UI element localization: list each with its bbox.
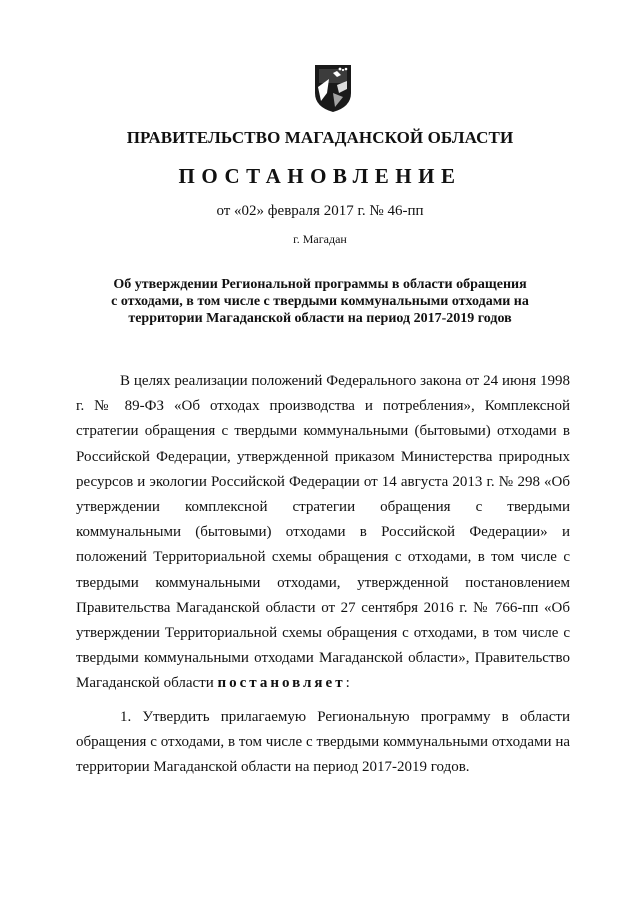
preamble-paragraph: [76, 369, 570, 697]
subject-line-3: территории Магаданской области на период 2017-2019 годов: [128, 311, 512, 326]
document-city: г. Магадан: [293, 232, 347, 246]
preamble-text: В целях реализации положений Федерального закона от 24 июня 1998 г. № 89-ФЗ «Об отходах производства и потребления», Комплексной стратегии обращения с твердыми коммунальными (бытовыми) отходами в Российской Федерации, утвержденной приказом Министерства природных ресурсов и экологии Российской Федерации от 14 августа 2013 г. № 298 «Об утверждении комплексной стратегии обращения с твердыми коммунальными (бытовыми) отходами в Российской Федерации» и положений Территориальной схемы обращения с отходами, в том числе с твердыми коммунальными отходами, утвержденной постановлением Правительства Магаданской области от 27 сентября 2016 г. № 766-пп «Об утверждении Территориальной схемы обращения с отходами, в том числе с твердыми коммунальными отходами Магаданской области», Правительство Магаданской области: [76, 373, 570, 692]
coat-of-arms-emblem: [313, 63, 353, 113]
decree-colon: :: [345, 675, 350, 692]
subject-line-2: с отходами, в том числе с твердыми коммунальными отходами на: [111, 294, 529, 309]
document-subject: [60, 276, 580, 327]
subject-line-1: Об утверждении Региональной программы в области обращения: [113, 277, 527, 292]
document-date-number: от «02» февраля 2017 г. № 46-пп: [216, 203, 424, 219]
document-type: ПОСТАНОВЛЕНИЕ: [178, 164, 462, 188]
decree-word: постановляет: [217, 675, 346, 692]
resolution-item-1: 1. Утвердить прилагаемую Региональную программу в области обращения с отходами, в том числе с твердыми коммунальными отходами на территории Магаданской области на период 2017-2019 годов.: [76, 709, 570, 776]
government-title: ПРАВИТЕЛЬСТВО МАГАДАНСКОЙ ОБЛАСТИ: [126, 128, 514, 147]
